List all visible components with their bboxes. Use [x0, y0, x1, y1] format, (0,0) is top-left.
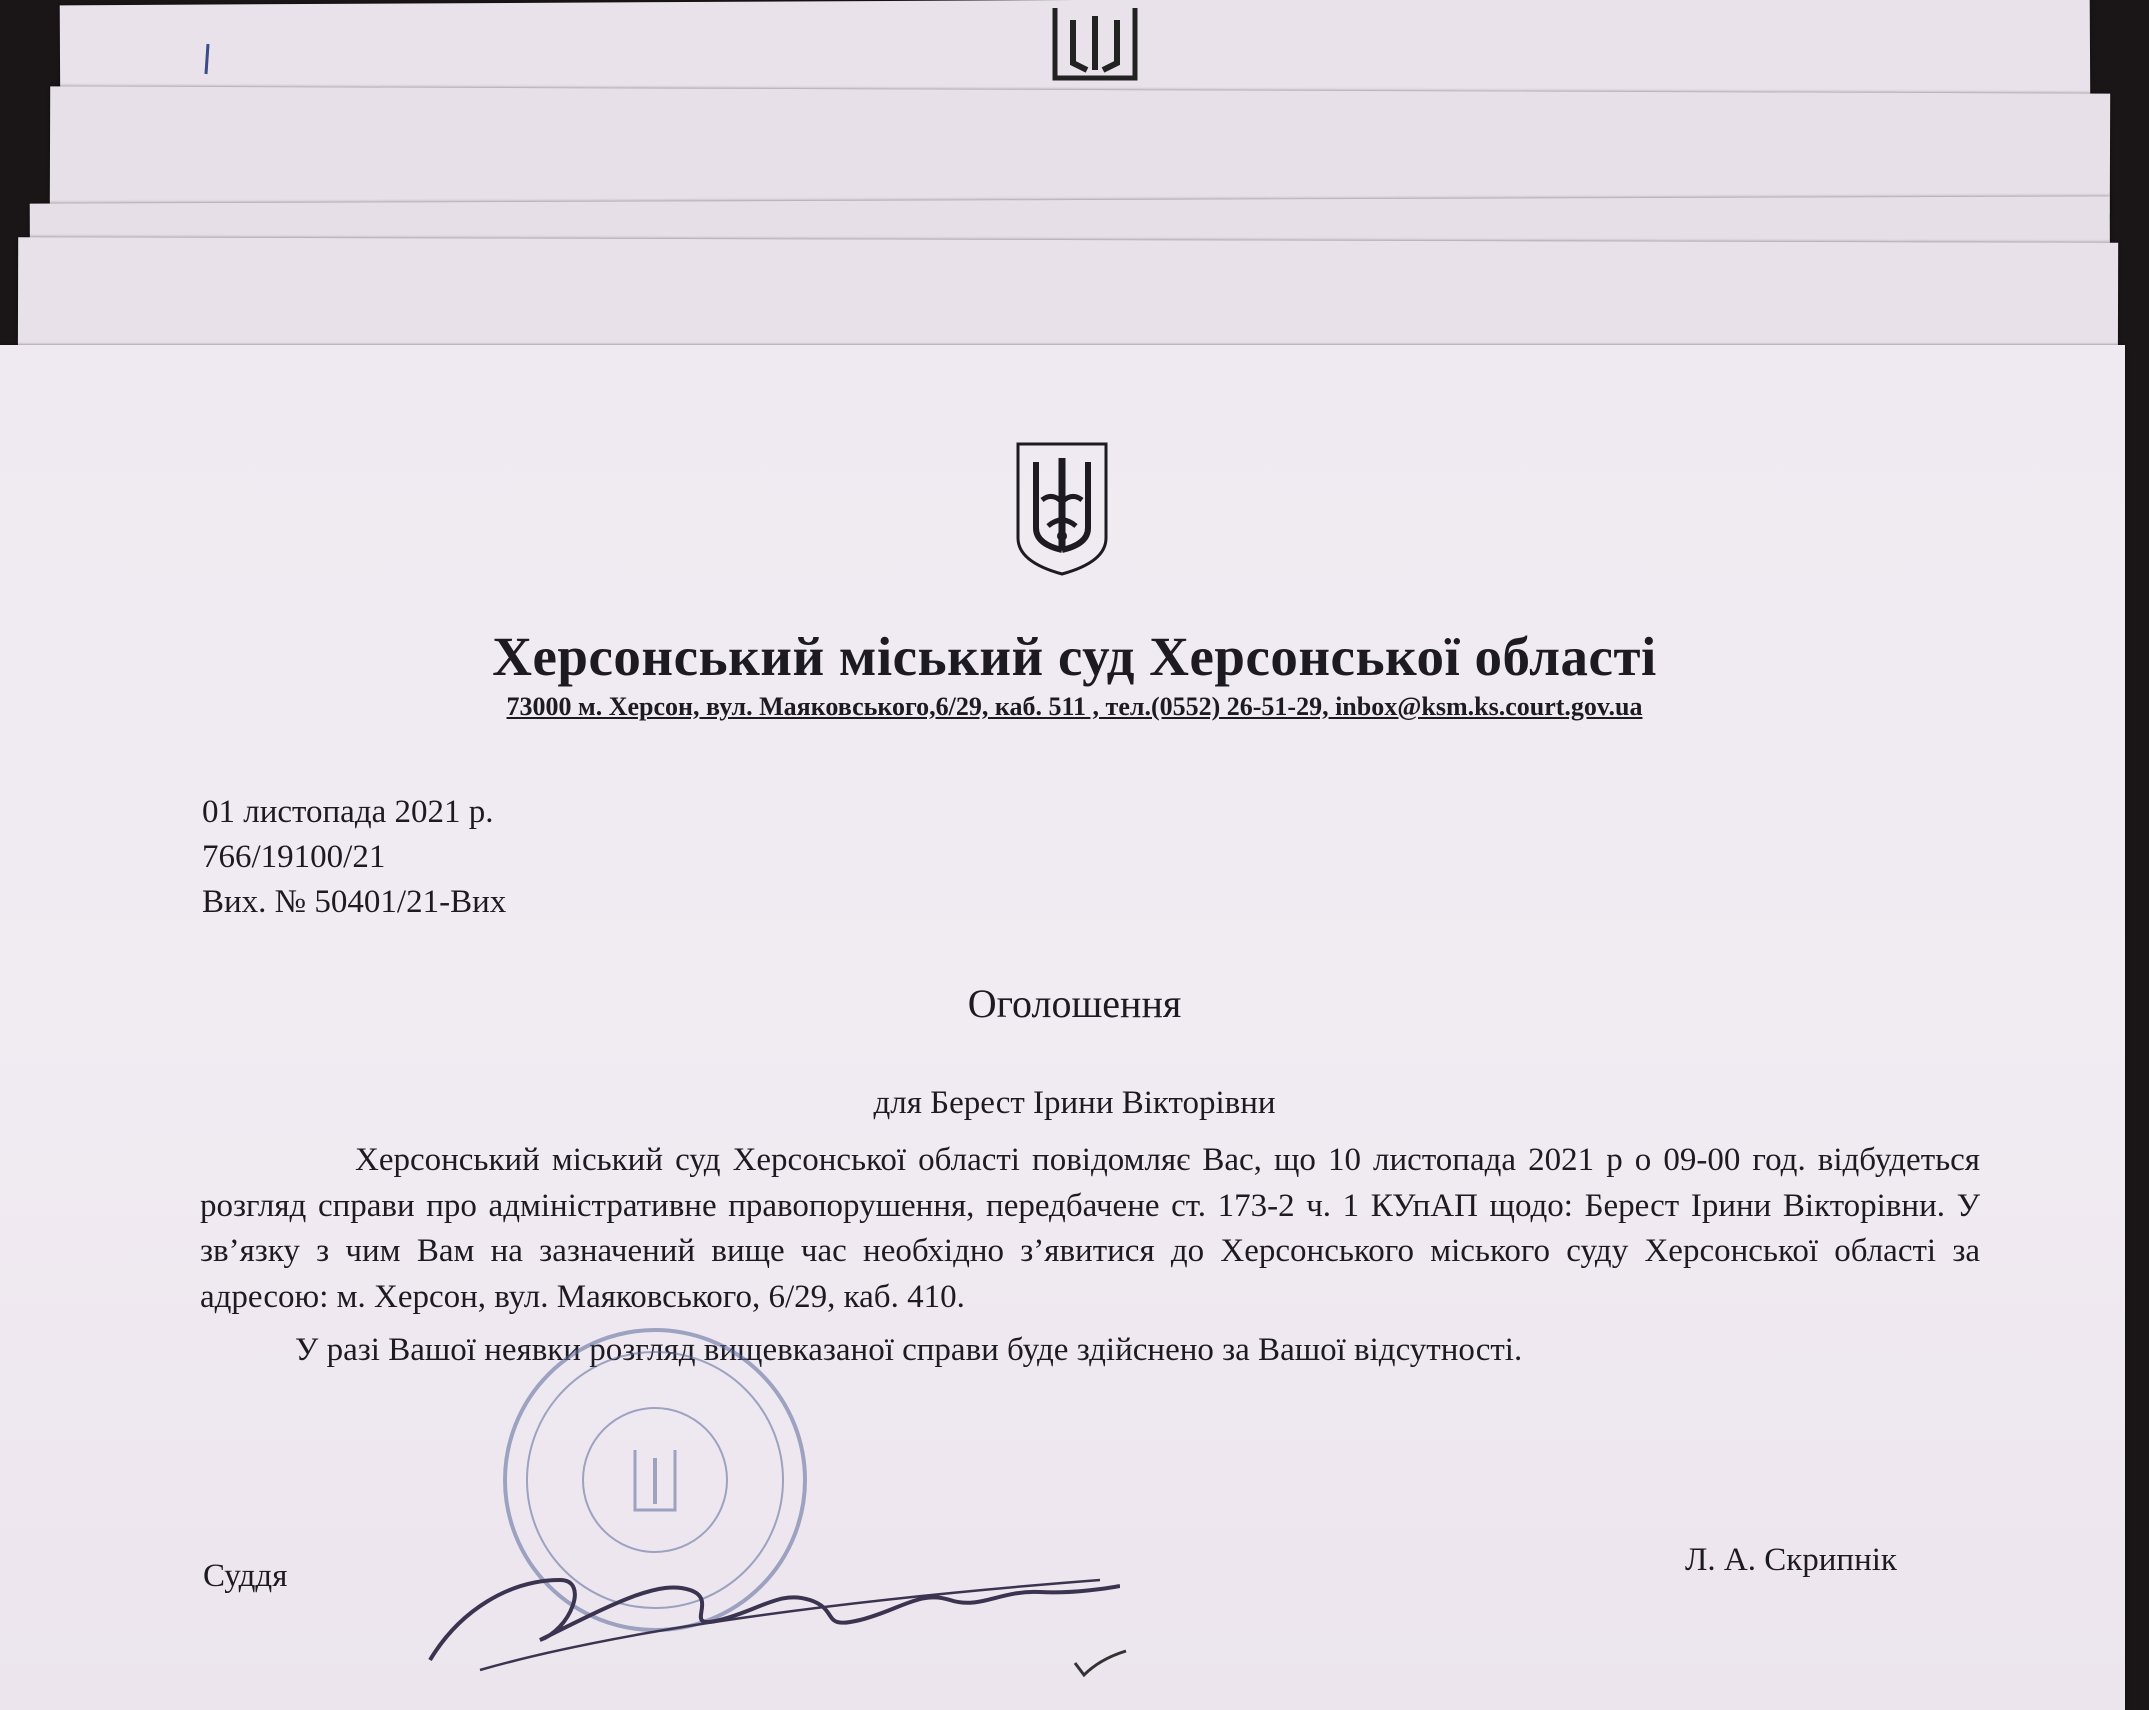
body-paragraph: У разі Вашої неявки розгляд вищевказаної справи буде здійснено за Вашої відсутності.: [295, 1332, 1523, 1368]
document-meta: [202, 790, 506, 925]
background-sheet: [50, 86, 2110, 213]
judge-label: Суддя: [203, 1558, 288, 1594]
signature-icon: [420, 1520, 1120, 1680]
outgoing-number: Вих. № 50401/21-Вих: [202, 884, 507, 920]
check-mark-icon: [1070, 1645, 1130, 1680]
judge-name: Л. А. Скрипнік: [1685, 1542, 1897, 1578]
pen-mark-icon: [200, 40, 220, 80]
coat-of-arms-icon: [1012, 440, 1112, 578]
trident-emblem-icon: [1045, 8, 1145, 88]
announcement-title: Оголошення: [967, 981, 1182, 1026]
court-title: Херсонський міський суд Херсонської області: [492, 626, 1657, 687]
body-paragraph: Херсонський міський суд Херсонської області повідомляє Вас, що 10 листопада 2021 р о 09-00 год. відбудеться розгляд справи про адміністративне правопорушення, передбачене ст. 173-2 ч. 1 КУпАП щодо: Берест Ірини Вікторівни. У зв’язку з чим Вам на зазначений вище час необхідно з’явитися до Херсонського міського суду Херсонської області за адресою: м. Херсон, вул. Маяковського, 6/29, каб. 410.: [200, 1142, 1980, 1315]
recipient-line: для Берест Ірини Вікторівни: [873, 1085, 1276, 1121]
case-number: 766/19100/21: [202, 839, 386, 875]
court-address: 73000 м. Херсон, вул. Маяковського,6/29, каб. 511 , тел.(0552) 26-51-29, inbox@ksm.ks.court.gov.ua: [506, 692, 1643, 721]
document-date: 01 листопада 2021 р.: [202, 794, 494, 830]
